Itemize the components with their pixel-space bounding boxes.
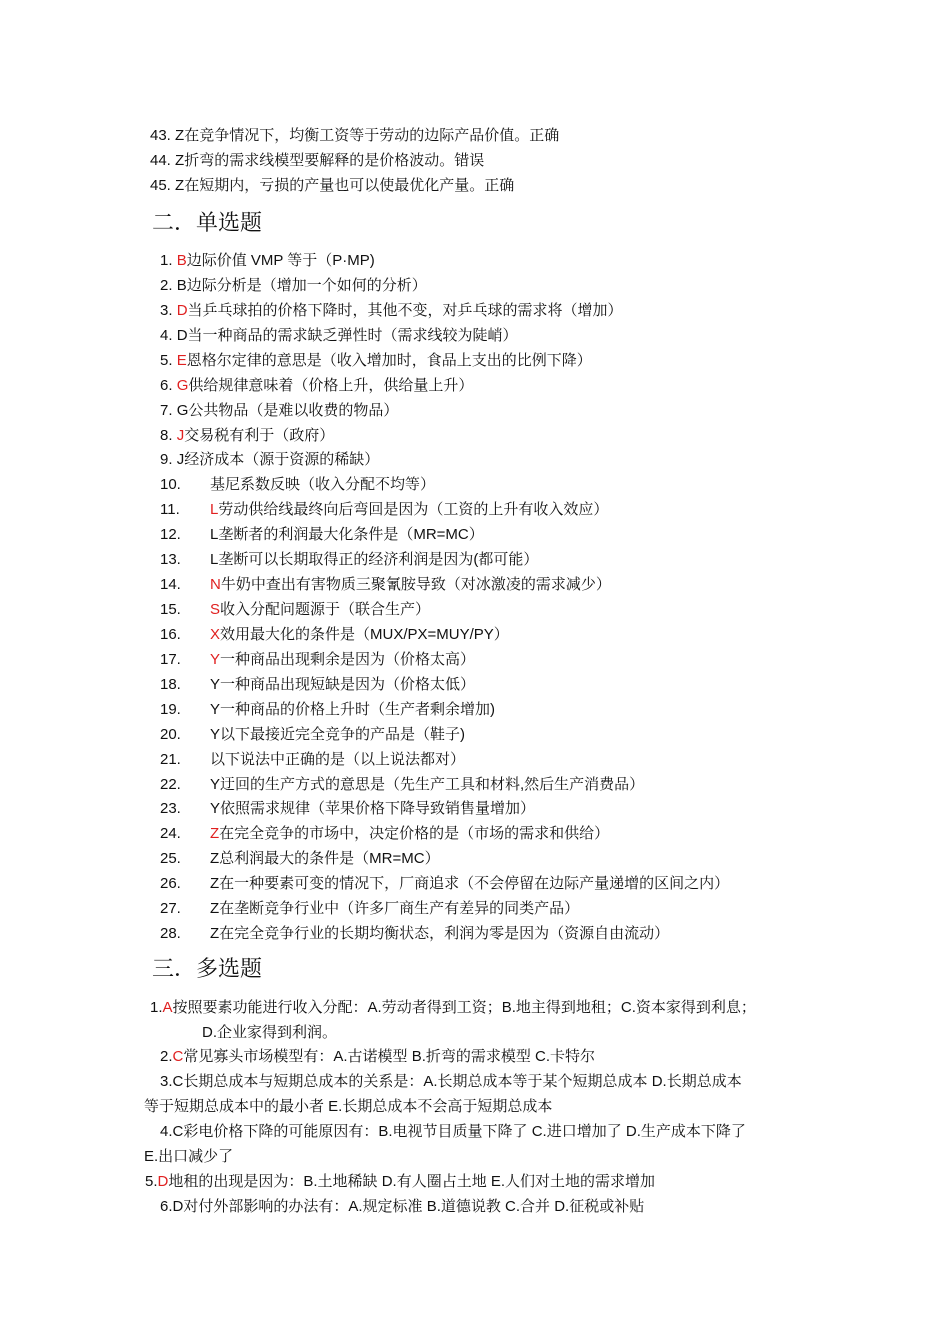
- item-number: 22.: [160, 776, 181, 793]
- item-number: 1.: [160, 252, 173, 269]
- item-letter: C: [172, 1073, 184, 1090]
- item-letter: J: [176, 451, 185, 468]
- item-letter: G: [176, 377, 189, 394]
- single-choice-item: [160, 450, 379, 470]
- item-number: 5.: [145, 1173, 158, 1190]
- item-letter: Y: [210, 800, 221, 817]
- item-text: 在完全竞争的市场中，决定价格的是（市场的需求和供给）: [219, 825, 610, 842]
- item-letter: G: [176, 402, 189, 419]
- item-letter: L: [210, 526, 219, 543]
- item-text: 彩电价格下降的可能原因有：B.电视节目质量下降了 C.进口增加了 D.生产成本下降了: [183, 1123, 746, 1140]
- item-number: 25.: [160, 850, 181, 867]
- item-number: 10.: [160, 476, 181, 493]
- item-number: 4.: [160, 327, 173, 344]
- item-text: 一种商品出现剩余是因为（价格太高）: [220, 651, 476, 668]
- item-text: 在垄断竞争行业中（许多厂商生产有差异的同类产品）: [219, 900, 580, 917]
- item-letter: B: [176, 252, 187, 269]
- item-text: 效用最大化的条件是（MUX/PX=MUY/PY）: [220, 626, 509, 643]
- item-text: 牛奶中查出有害物质三聚氰胺导致（对冰激凌的需求减少）: [220, 576, 611, 593]
- single-choice-item: [160, 600, 430, 620]
- item-text: 边际分析是（增加一个如何的分析）: [186, 277, 427, 294]
- item-number: 6.: [160, 377, 173, 394]
- item-number: 1.: [150, 999, 163, 1016]
- item-letter: L: [210, 501, 219, 518]
- item-number: 11.: [160, 501, 180, 518]
- item-number: 43.: [150, 127, 171, 144]
- multi-choice-item-continuation: 等于短期总成本中的最小者 E.长期总成本不会高于短期总成本: [144, 1098, 553, 1115]
- item-number: 6.: [160, 1198, 173, 1215]
- item-number: 3.: [160, 302, 173, 319]
- single-choice-item: [160, 849, 440, 869]
- item-text: 当乒乓球拍的价格下降时，其他不变，对乒乓球的需求将（增加）: [187, 302, 623, 319]
- single-choice-item: [160, 276, 427, 296]
- item-number: 4.: [160, 1123, 173, 1140]
- item-letter: C: [172, 1123, 184, 1140]
- item-letter: D: [157, 1173, 169, 1190]
- item-letter: E: [176, 352, 187, 369]
- item-text: 一种商品出现短缺是因为（价格太低）: [220, 676, 476, 693]
- item-letter: Y: [210, 676, 221, 693]
- item-text: 对付外部影响的办法有：A.规定标准 B.道德说教 C.合并 D.征税或补贴: [183, 1198, 645, 1215]
- item-number: 23.: [160, 800, 181, 817]
- single-choice-item: [160, 401, 398, 421]
- item-letter: Y: [210, 776, 221, 793]
- item-text: 供给规律意味着（价格上升，供给量上升）: [188, 377, 474, 394]
- item-number: 44.: [150, 152, 171, 169]
- item-letter: Y: [210, 651, 221, 668]
- item-text: 一种商品的价格上升时（生产者剩余增加): [220, 701, 496, 718]
- single-choice-item: [160, 301, 623, 321]
- single-choice-item: [160, 500, 608, 520]
- item-number: 9.: [160, 451, 173, 468]
- item-number: 2.: [160, 277, 173, 294]
- item-number: 7.: [160, 402, 173, 419]
- single-choice-item: [160, 725, 465, 745]
- single-choice-item: [160, 251, 375, 271]
- multi-choice-item-continuation: D.企业家得到利润。: [202, 1024, 338, 1041]
- item-text: 折弯的需求线模型要解释的是价格波动。错误: [184, 152, 485, 169]
- item-number: 18.: [160, 676, 181, 693]
- item-text: 基尼系数反映（收入分配不均等）: [210, 476, 436, 493]
- single-choice-item: [160, 924, 669, 944]
- item-text: 以下最接近完全竞争的产品是（鞋子): [220, 726, 466, 743]
- item-text: 收入分配问题源于（联合生产）: [220, 601, 431, 618]
- multi-choice-item: [160, 1072, 742, 1092]
- judgment-item: [150, 176, 514, 196]
- single-choice-item: [160, 750, 465, 770]
- single-choice-item: [160, 824, 609, 844]
- single-choice-item: [160, 351, 592, 371]
- item-letter: Z: [210, 925, 220, 942]
- item-text: 边际价值 VMP 等于（P·MP): [186, 252, 375, 269]
- item-letter: X: [210, 626, 221, 643]
- item-text: 交易税有利于（政府）: [184, 427, 335, 444]
- section-heading-multi-choice: 三．多选题: [152, 957, 263, 982]
- section-heading-single-choice: 二．单选题: [152, 211, 263, 236]
- item-letter: Z: [175, 177, 185, 194]
- single-choice-item: [160, 874, 729, 894]
- item-number: 19.: [160, 701, 181, 718]
- single-choice-item: [160, 550, 538, 570]
- item-text: 地租的出现是因为：B.土地稀缺 D.有人圈占土地 E.人们对土地的需求增加: [168, 1173, 656, 1190]
- item-letter: B: [176, 277, 187, 294]
- multi-choice-item: [145, 1172, 655, 1192]
- item-number: 21.: [160, 751, 181, 768]
- item-number: 5.: [160, 352, 173, 369]
- item-text: 经济成本（源于资源的稀缺）: [184, 451, 380, 468]
- item-text: 恩格尔定律的意思是（收入增加时，食品上支出的比例下降）: [186, 352, 592, 369]
- item-number: 16.: [160, 626, 181, 643]
- single-choice-item: [160, 575, 611, 595]
- single-choice-item: [160, 899, 579, 919]
- item-text: 按照要素功能进行收入分配：A.劳动者得到工资；B.地主得到地租；C.资本家得到利息；: [172, 999, 756, 1016]
- item-letter: C: [172, 1048, 184, 1065]
- multi-choice-item: [160, 1047, 595, 1067]
- item-letter: Z: [210, 825, 220, 842]
- item-number: 14.: [160, 576, 181, 593]
- item-letter: Z: [175, 127, 185, 144]
- item-text: 垄断者的利润最大化条件是（MR=MC）: [218, 526, 484, 543]
- item-letter: S: [210, 601, 221, 618]
- multi-choice-item-continuation: E.出口减少了: [144, 1148, 234, 1165]
- single-choice-item: [160, 799, 535, 819]
- item-text: 在短期内，亏损的产量也可以使最优化产量。正确: [184, 177, 515, 194]
- item-number: 12.: [160, 526, 181, 543]
- single-choice-item: [160, 376, 473, 396]
- item-letter: L: [210, 551, 219, 568]
- item-text: 依照需求规律（苹果价格下降导致销售量增加）: [220, 800, 536, 817]
- item-text: 常见寡头市场模型有：A.古诺模型 B.折弯的需求模型 C.卡特尔: [183, 1048, 596, 1065]
- item-number: 24.: [160, 825, 181, 842]
- item-letter: J: [176, 427, 185, 444]
- judgment-item: [150, 151, 484, 171]
- item-number: 45.: [150, 177, 171, 194]
- item-number: 27.: [160, 900, 181, 917]
- item-letter: A: [162, 999, 173, 1016]
- item-text: 长期总成本与短期总成本的关系是：A.长期总成本等于某个短期总成本 D.长期总成本: [183, 1073, 742, 1090]
- item-text: 劳动供给线最终向后弯回是因为（工资的上升有收入效应）: [218, 501, 609, 518]
- item-text: 在竞争情况下，均衡工资等于劳动的边际产品价值。正确: [184, 127, 560, 144]
- single-choice-item: [160, 775, 644, 795]
- single-choice-item: [160, 426, 334, 446]
- item-letter: Y: [210, 726, 221, 743]
- item-number: 20.: [160, 726, 181, 743]
- item-text: 在完全竞争行业的长期均衡状态，利润为零是因为（资源自由流动）: [219, 925, 670, 942]
- item-number: 13.: [160, 551, 181, 568]
- item-letter: Z: [210, 850, 220, 867]
- single-choice-item: [160, 675, 475, 695]
- item-text: 在一种要素可变的情况下，厂商追求（不会停留在边际产量递增的区间之内）: [219, 875, 730, 892]
- item-number: 2.: [160, 1048, 173, 1065]
- item-number: 26.: [160, 875, 181, 892]
- item-text: 公共物品（是难以收费的物品）: [188, 402, 399, 419]
- item-number: 15.: [160, 601, 181, 618]
- item-letter: Z: [210, 875, 220, 892]
- single-choice-item: [160, 650, 475, 670]
- item-text: 迂回的生产方式的意思是（先生产工具和材料,然后生产消费品）: [220, 776, 645, 793]
- item-number: 3.: [160, 1073, 173, 1090]
- item-number: 8.: [160, 427, 173, 444]
- item-text: 当一种商品的需求缺乏弹性时（需求线较为陡峭）: [187, 327, 518, 344]
- single-choice-item: [160, 625, 509, 645]
- item-text: 垄断可以长期取得正的经济利润是因为(都可能）: [218, 551, 539, 568]
- item-letter: D: [176, 327, 188, 344]
- single-choice-item: [160, 475, 435, 495]
- single-choice-item: [160, 700, 495, 720]
- multi-choice-item: [160, 1122, 746, 1142]
- item-letter: Z: [175, 152, 185, 169]
- item-letter: D: [176, 302, 188, 319]
- single-choice-item: [160, 525, 484, 545]
- judgment-item: [150, 126, 559, 146]
- item-text: 总利润最大的条件是（MR=MC）: [219, 850, 440, 867]
- item-number: 28.: [160, 925, 181, 942]
- item-letter: N: [210, 576, 221, 593]
- item-letter: D: [172, 1198, 184, 1215]
- item-text: 以下说法中正确的是（以上说法都对）: [210, 751, 466, 768]
- multi-choice-item: [160, 1197, 644, 1217]
- item-letter: Y: [210, 701, 221, 718]
- item-letter: Z: [210, 900, 220, 917]
- multi-choice-item: [150, 998, 756, 1018]
- item-number: 17.: [160, 651, 181, 668]
- single-choice-item: [160, 326, 518, 346]
